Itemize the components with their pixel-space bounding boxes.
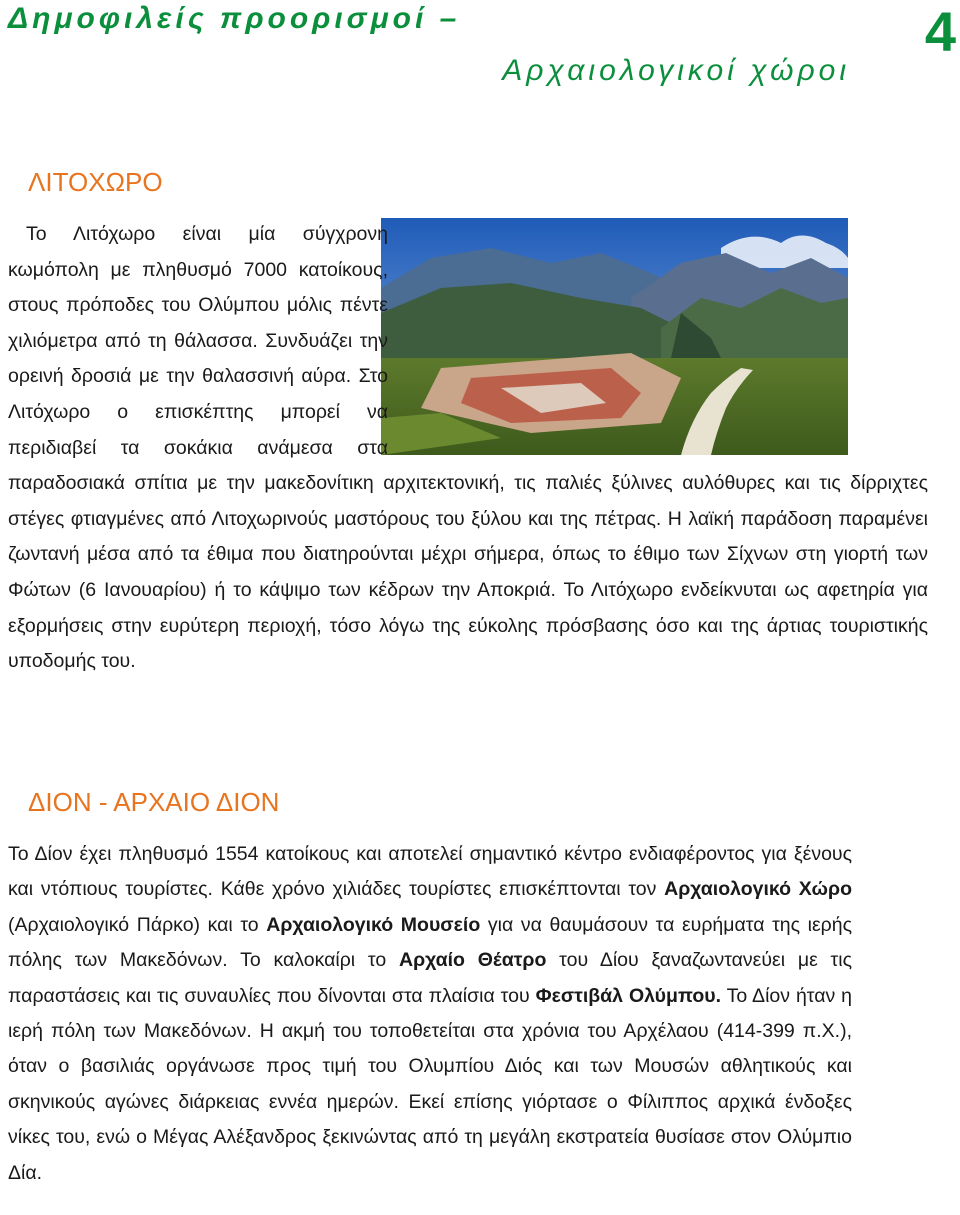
page-header-line1: Δημοφιλείς προορισμοί – <box>8 2 461 35</box>
dion-text <box>8 837 852 1191</box>
dion-text-b: (Αρχαιολογικό Πάρκο) και το <box>8 913 259 936</box>
dion-bold-theatre: Αρχαίο Θέατρο <box>398 949 547 972</box>
dion-bold-archaeological-site: Αρχαιολογικό Χώρο <box>664 878 852 901</box>
dion-bold-museum: Αρχαιολογικό Μουσείο <box>266 913 481 936</box>
litochoro-text <box>8 217 928 680</box>
page-header-line2: Αρχαιολογικοί χώροι <box>502 54 850 87</box>
litochoro-paragraph: Το Λιτόχωρο είναι μία σύγχρονη κωμόπολη με πληθυσμό 7000 κατοίκους, στους πρόποδες του Ολύμπου μόλις πέντε χιλιόμετρα από τη θάλασσα. Συνδυάζει την ορεινή δροσιά με την θαλασσινή αύρα. Στο Λιτόχωρο ο επισκέπτης μπορεί να περιδιαβεί τα σοκάκια ανάμεσα στα παραδοσιακά σπίτια με την μακεδονίτικη αρχιτεκτονική, τις παλιές ξύλινες αυλόθυρες και τις δίρριχτες στέγες φτιαγμένες από Λιτοχωρινούς μαστόρους του ξύλου και της πέτρας. Η λαϊκή παράδοση παραμένει ζωντανή μέσα από τα έθιμα που διατηρούνται μέχρι σήμερα, όπως το έθιμο των Σίχνων στη γιορτή των Φώτων (6 Ιανουαρίου) ή το κάψιμο των κέδρων την Αποκριά. Το Λιτόχωρο ενδείκνυται ως αφετηρία για εξορμήσεις στην ευρύτερη περιοχή, τόσο λόγω της εύκολης πρόσβασης όσο και της άρτιας τουριστικής υποδομής του. <box>8 223 928 673</box>
dion-text-a: Το Δίον έχει πληθυσμό 1554 κατοίκους και αποτελεί σημαντικό κέντρο ενδιαφέροντος για ξένους και ντόπιους τουρίστες. Κάθε χρόνο χιλιάδες τουρίστες επισκέπτονται τον <box>8 843 852 901</box>
section-title-litochoro: ΛΙΤΟΧΩΡΟ <box>28 167 163 197</box>
dion-text-d: του Δίου ξαναζωντανεύει με τις παραστάσεις και τις συναυλίες που δίνονται στα πλαίσια του <box>8 949 852 1007</box>
dion-bold-festival: Φεστιβάλ Ολύμπου. <box>535 984 722 1007</box>
page-number: 4 <box>924 0 956 63</box>
section-title-dion: ΔΙΟΝ - ΑΡΧΑΙΟ ΔΙΟΝ <box>28 787 280 817</box>
dion-text-c: για να θαυμάσουν τα ευρήματα της ιερής πόλης των Μακεδόνων. Το καλοκαίρι το <box>8 913 853 972</box>
dion-text-e: Το Δίον ήταν η ιερή πόλη των Μακεδόνων. Η ακμή του τοποθετείται στα χρόνια του Αρχέλαου (414-399 π.Χ.), όταν ο βασιλιάς οργάνωσε προς τιμή του Ολυμπίου Διός και των Μουσών αθλητικούς και σκηνικούς αγώνες διάρκειας εννέα ημερών. Εκεί επίσης γιόρτασε ο Φίλιππος αρχικά ένδοξες νίκες του, ενώ ο Μέγας Αλέξανδρος ξεκινώντας από τη μεγάλη εκστρατεία θυσίασε στον Ολύμπιο Δία. <box>8 984 853 1184</box>
photo-wrap-space <box>388 217 928 465</box>
